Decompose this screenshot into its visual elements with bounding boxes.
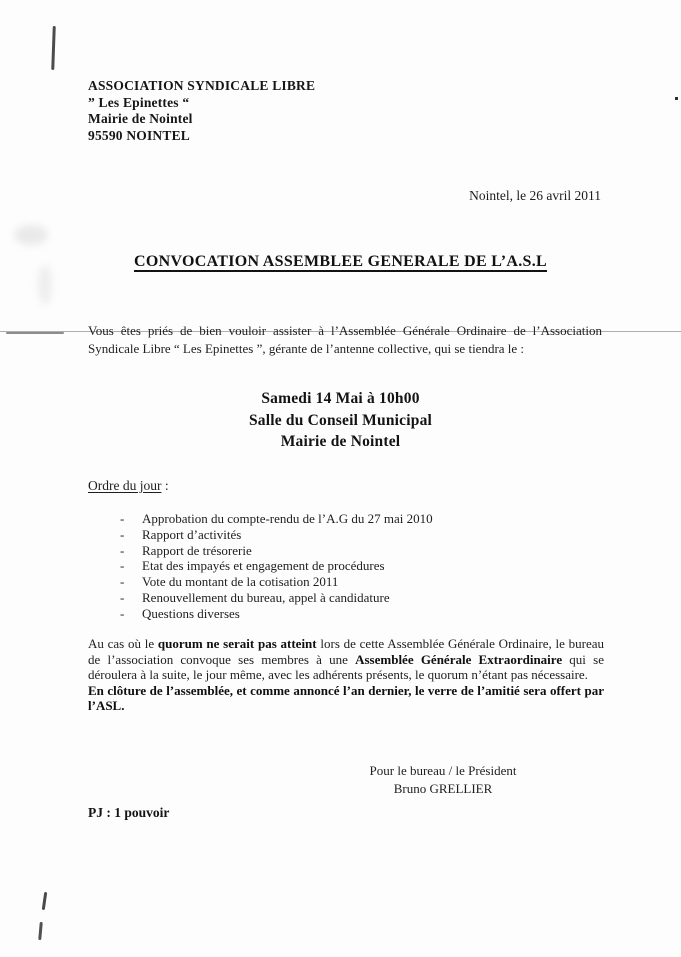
scan-artifact-slash-mark: [42, 892, 47, 910]
agenda-bullet: -: [120, 511, 125, 526]
agenda-bullet: -: [120, 558, 125, 574]
agenda-bullet: -: [120, 574, 125, 590]
agenda-item-text: Vote du montant de la cotisation 2011: [142, 574, 339, 590]
agenda-heading-text: Ordre du jour: [88, 478, 162, 493]
dateline: Nointel, le 26 avril 2011: [469, 188, 601, 203]
agenda-item: [88, 606, 433, 622]
agenda-heading-colon: :: [161, 478, 169, 493]
letterhead-postal-city: 95590 NOINTEL: [88, 127, 190, 143]
agenda-item-text: Questions diverses: [142, 605, 240, 621]
letterhead-residence-name: ” Les Epinettes “: [88, 94, 190, 110]
closing-paragraph: [88, 636, 604, 714]
agenda-item: [88, 511, 433, 527]
meeting-city: Mairie de Nointel: [280, 433, 401, 450]
scan-artifact-smudge: [38, 265, 52, 305]
meeting-date-time: Samedi 14 Mai à 10h00: [261, 390, 420, 407]
scan-artifact-speck: [675, 97, 678, 100]
letterhead-org-name: ASSOCIATION SYNDICALE LIBRE: [88, 78, 316, 93]
agenda-item: [88, 558, 433, 574]
agenda-bullet: -: [120, 589, 125, 605]
closing-text: qui se déroulera à la suite, le jour même, avec les adhérents présents, le quorum n’étant pas nécessaire.: [88, 651, 604, 683]
closing-bold-line: En clôture de l’assemblée, et comme annoncé l’an dernier, le verre de l’amitié sera offert par l’ASL.: [88, 682, 604, 714]
letterhead-address-line: Mairie de Nointel: [88, 111, 193, 126]
agenda-item-text: Renouvellement du bureau, appel à candidature: [142, 589, 390, 605]
meeting-location: Salle du Conseil Municipal: [248, 411, 433, 429]
closing-bold-quorum: quorum ne serait pas atteint: [157, 636, 317, 651]
signature-name: Bruno GRELLIER: [393, 781, 493, 796]
scan-artifact-slash-mark: [38, 922, 43, 940]
scan-artifact-vertical-mark: [51, 26, 56, 70]
agenda-item: [88, 590, 433, 606]
document-title-text: CONVOCATION ASSEMBLEE GENERALE DE L’A.S.L: [134, 253, 547, 270]
closing-text: Au cas où le: [88, 636, 158, 651]
agenda-item: [88, 543, 433, 559]
agenda-bullet: -: [120, 605, 125, 621]
letterhead: [88, 78, 315, 144]
agenda-heading: [88, 478, 169, 494]
intro-paragraph: Vous êtes priés de bien vouloir assister à l’Assemblée Générale Ordinaire de l’Association Syndicale Libre “ Les Epinettes ”, gérante de l’antenne collective, qui se tiendra le :: [88, 323, 602, 356]
agenda-list: [88, 511, 433, 622]
agenda-item: [88, 574, 433, 590]
agenda-item-text: Approbation du compte-rendu de l’A.G du 27 mai 2010: [142, 511, 433, 526]
scan-artifact-smudge: [14, 225, 48, 245]
signature-role: Pour le bureau / le Président: [369, 763, 517, 778]
signature-block: [367, 762, 519, 798]
document-title: [0, 253, 681, 271]
meeting-details: [0, 388, 681, 453]
closing-text: lors de cette Assemblée Générale Ordinaire, le bureau de l’association convoque ses membres à une: [88, 636, 604, 667]
agenda-item: [88, 527, 433, 543]
attachments-note: PJ : 1 pouvoir: [88, 805, 170, 820]
agenda-item-text: Rapport de trésorerie: [142, 542, 252, 558]
agenda-bullet: -: [120, 542, 125, 558]
agenda-item-text: Etat des impayés et engagement de procédures: [142, 558, 385, 574]
agenda-item-text: Rapport d’activités: [142, 526, 242, 542]
agenda-bullet: -: [120, 526, 125, 542]
closing-bold-age: Assemblée Générale Extraordinaire: [355, 651, 563, 667]
scan-artifact-horizontal-line-dark: [6, 332, 64, 334]
